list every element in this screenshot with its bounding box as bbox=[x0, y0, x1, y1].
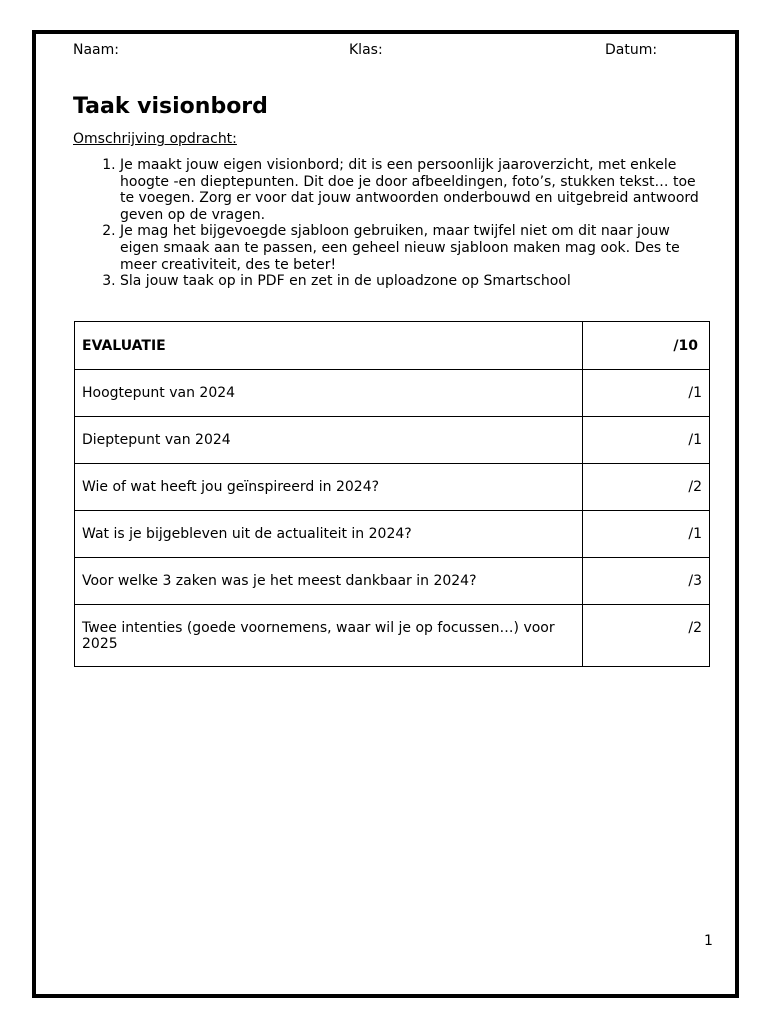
points-cell: /1 bbox=[583, 417, 710, 464]
table-row bbox=[75, 417, 710, 464]
date-label: Datum: bbox=[605, 42, 658, 58]
criterion-cell: Hoogtepunt van 2024 bbox=[75, 370, 583, 417]
table-row bbox=[75, 558, 710, 605]
instruction-item: 1. Je maakt jouw eigen visionbord; dit is een persoonlijk jaaroverzicht, met enkele hoogte -en dieptepunten. Dit doe je door afbeeldingen, foto’s, stukken tekst… toe te voegen. Zorg er voor dat jouw antwoorden onderbouwd en uitgebreid antwoord geven op de vragen. bbox=[120, 157, 713, 223]
page-number: 1 bbox=[704, 933, 713, 949]
criterion-cell: Voor welke 3 zaken was je het meest dankbaar in 2024? bbox=[75, 558, 583, 605]
evaluation-table bbox=[74, 321, 710, 667]
instruction-item: 2. Je mag het bijgevoegde sjabloon gebruiken, maar twijfel niet om dit naar jouw eigen smaak aan te passen, een geheel nieuw sjabloon maken mag ook. Des te meer creativiteit, des te beter! bbox=[120, 223, 713, 273]
description-heading: Omschrijving opdracht: bbox=[73, 131, 237, 147]
criterion-cell: Dieptepunt van 2024 bbox=[75, 417, 583, 464]
points-cell: /2 bbox=[583, 464, 710, 511]
evaluation-heading: EVALUATIE bbox=[75, 322, 583, 370]
class-label: Klas: bbox=[349, 42, 383, 58]
instruction-list bbox=[73, 157, 713, 290]
criterion-cell: Wie of wat heeft jou geïnspireerd in 2024? bbox=[75, 464, 583, 511]
name-label: Naam: bbox=[73, 42, 119, 58]
table-row bbox=[75, 511, 710, 558]
page-title: Taak visionbord bbox=[73, 94, 268, 119]
table-row bbox=[75, 464, 710, 511]
criterion-cell: Twee intenties (goede voornemens, waar wil je op focussen…) voor 2025 bbox=[75, 605, 583, 667]
points-cell: /1 bbox=[583, 511, 710, 558]
table-row bbox=[75, 370, 710, 417]
table-row bbox=[75, 605, 710, 667]
points-cell: /2 bbox=[583, 605, 710, 667]
instruction-item: 3. Sla jouw taak op in PDF en zet in de uploadzone op Smartschool bbox=[120, 273, 713, 290]
criterion-cell: Wat is je bijgebleven uit de actualiteit in 2024? bbox=[75, 511, 583, 558]
evaluation-header-row bbox=[75, 322, 710, 370]
points-cell: /3 bbox=[583, 558, 710, 605]
points-cell: /1 bbox=[583, 370, 710, 417]
evaluation-total: /10 bbox=[583, 322, 710, 370]
